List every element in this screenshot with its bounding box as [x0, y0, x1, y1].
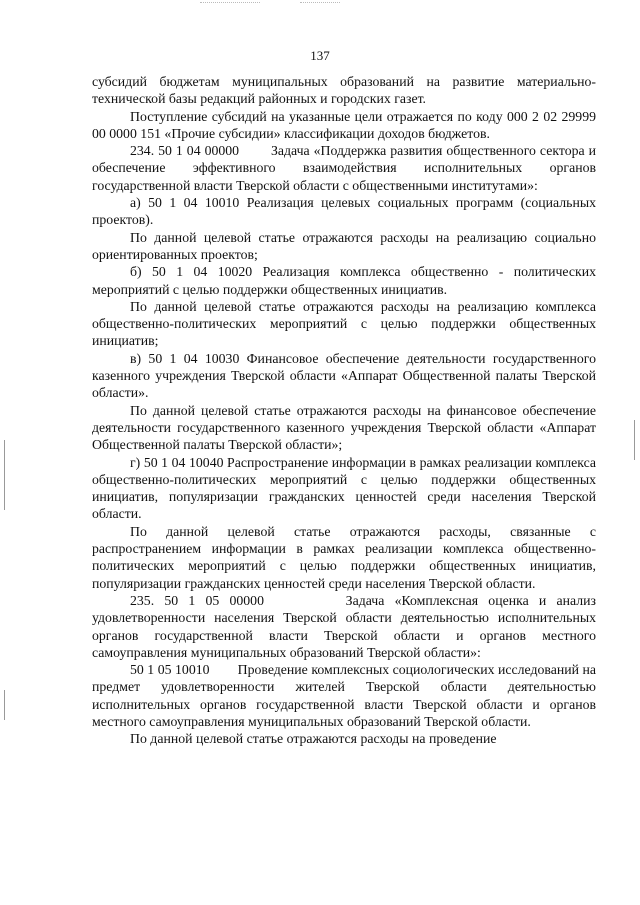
paragraph: По данной целевой статье отражаются расходы на реализацию социально ориентированных проектов;: [92, 229, 596, 262]
scan-edge-right: [634, 420, 635, 460]
page-number: 137: [310, 48, 330, 63]
paragraph: По данной целевой статье отражаются расходы на проведение: [130, 731, 497, 747]
paragraph: По данной целевой статье отражаются расходы, связанные с распространением информации в рамках реализации комплекса общественно-политических мероприятий с целью поддержки общественных инициатив, популяризации гражданских ценностей среди населения Тверской области.: [92, 523, 596, 591]
paragraph: 234. 50 1 04 00000 Задача «Поддержка развития общественного сектора и обеспечение эффективного взаимодействия исполнительных органов государственной власти Тверской области с общественными институтами»:: [92, 143, 600, 193]
paragraph: а) 50 1 04 10010 Реализация целевых социальных программ (социальных проектов).: [92, 195, 596, 228]
paragraph: По данной целевой статье отражаются расходы на финансовое обеспечение деятельности государственного казенного учреждения Тверской области «Аппарат Общественной палаты Тверской области»;: [92, 402, 596, 453]
paragraph: субсидий бюджетам муниципальных образований на развитие материально-технической базы редакций районных и городских газет.: [92, 74, 596, 107]
paragraph: По данной целевой статье отражаются расходы на реализацию комплекса общественно-политических мероприятий с целью поддержки общественных инициатив;: [92, 298, 596, 349]
scan-edge-left: [4, 690, 5, 720]
scan-artifact: [200, 2, 260, 4]
paragraph: в) 50 1 04 10030 Финансовое обеспечение деятельности государственного казенного учреждения Тверской области «Аппарат Общественной палаты Тверской области».: [92, 350, 596, 401]
document-body: [92, 73, 600, 748]
paragraph: Поступление субсидий на указанные цели отражается по коду 000 2 02 29999 00 0000 151 «Прочие субсидии» классификации доходов бюджетов.: [92, 108, 596, 141]
scan-edge-left: [4, 440, 5, 510]
paragraph: 235. 50 1 05 00000 Задача «Комплексная оценка и анализ удовлетворенности населения Тверской области деятельностью исполнительных органов государственной власти Тверской области и органов местного самоуправления муниципальных образований Тверской области»:: [92, 592, 600, 660]
paragraph: г) 50 1 04 10040 Распространение информации в рамках реализации комплекса общественно-политических мероприятий с целью поддержки общественных инициатив, популяризации гражданских ценностей среди населения Тверской области.: [92, 454, 596, 522]
paragraph: б) 50 1 04 10020 Реализация комплекса общественно - политических мероприятий с целью поддержки общественных инициатив.: [92, 264, 596, 297]
paragraph: 50 1 05 10010 Проведение комплексных социологических исследований на предмет удовлетворенности жителей Тверской области деятельностью исполнительных органов государственной власти Тверской области и органов местного самоуправления муниципальных образований Тверской области.: [92, 662, 600, 729]
scan-artifact: [300, 2, 340, 4]
